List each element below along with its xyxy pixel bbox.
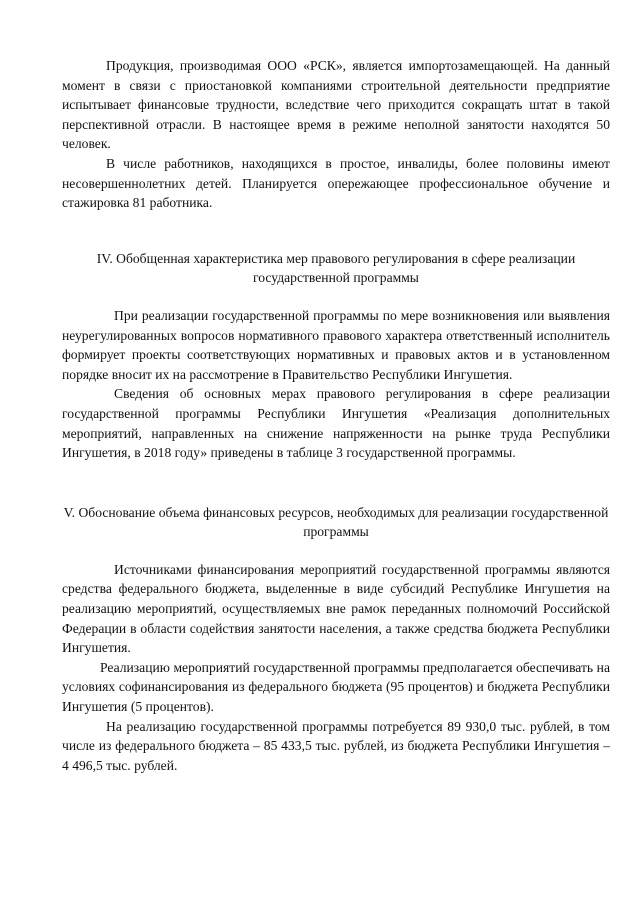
section-spacer <box>62 213 610 249</box>
section-spacer <box>62 463 610 503</box>
paragraph-rsk-products: Продукция, производимая ООО «РСК», является импортозамещающей. На данный момент в связи с приостановкой компаниями строительной деятельности предприятие испытывает финансовые трудности, вследствие чего приходится сокращать штат в такой перспективной отрасли. В настоящее время в режиме неполной занятости находятся 50 человек. <box>62 58 610 152</box>
document-body <box>62 56 610 775</box>
section-spacer <box>62 542 610 560</box>
section-5-heading: V. Обоснование объема финансовых ресурсов, необходимых для реализации государственной программы <box>63 504 609 540</box>
paragraph-cofinancing: Реализацию мероприятий государственной программы предполагается обеспечивать на условиях софинансирования из федерального бюджета (95 процентов) и бюджета Республики Ингушетия (5 процентов). <box>62 659 610 715</box>
paragraph-idle-workers: В числе работников, находящихся в простое, инвалиды, более половины имеют несовершеннолетних детей. Планируется опережающее профессиональное обучение и стажировка 81 работника. <box>62 155 610 211</box>
section-spacer <box>62 288 610 306</box>
paragraph-legal-measures-table: Сведения об основных мерах правового регулирования в сфере реализации государственной программы Республики Ингушетия «Реализация дополнительных мероприятий, направленных на снижение напряженности на рынке труда Республики Ингушетия, в 2018 году» приведены в таблице 3 государственной программы. <box>62 386 610 461</box>
section-4-heading: IV. Обобщенная характеристика мер правового регулирования в сфере реализации государственной программы <box>96 250 576 286</box>
paragraph-funding-sources: Источниками финансирования мероприятий государственной программы являются средства федерального бюджета, выделенные в виде субсидий Республике Ингушетия на реализацию мероприятий, осуществляемых вне рамок переданных полномочий Российской Федерации в области содействия занятости населения, а также средства бюджета Республики Ингушетия. <box>62 561 610 656</box>
paragraph-funding-total: На реализацию государственной программы потребуется 89 930,0 тыс. рублей, в том числе из федерального бюджета – 85 433,5 тыс. рублей, из бюджета Республики Ингушетия – 4 496,5 тыс. рублей. <box>62 718 610 773</box>
paragraph-legal-regulation: При реализации государственной программы по мере возникновения или выявления неурегулированных вопросов нормативного правового характера ответственный исполнитель формирует проекты соответствующих нормативных и правовых актов и в установленном порядке вносит их на рассмотрение в Правительство Республики Ингушетия. <box>62 307 610 382</box>
